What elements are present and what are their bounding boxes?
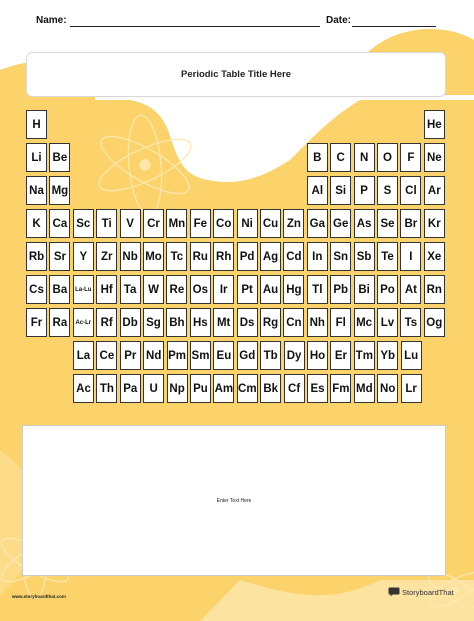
element-cell-in[interactable]: In — [307, 242, 328, 271]
element-cell-la-lu[interactable]: La-Lu — [73, 275, 94, 304]
element-cell-nb[interactable]: Nb — [120, 242, 141, 271]
element-cell-ac-lr[interactable]: Ac-Lr — [73, 308, 94, 337]
element-cell-h[interactable]: H — [26, 110, 47, 139]
element-cell-rf[interactable]: Rf — [96, 308, 117, 337]
element-cell-rn[interactable]: Rn — [424, 275, 445, 304]
element-cell-b[interactable]: B — [307, 143, 328, 172]
title-box[interactable]: Periodic Table Title Here — [26, 52, 446, 97]
element-cell-th[interactable]: Th — [96, 374, 117, 403]
element-cell-c[interactable]: C — [330, 143, 351, 172]
element-cell-co[interactable]: Co — [213, 209, 234, 238]
element-cell-te[interactable]: Te — [377, 242, 398, 271]
element-cell-pb[interactable]: Pb — [330, 275, 351, 304]
element-cell-ca[interactable]: Ca — [49, 209, 70, 238]
element-cell-fl[interactable]: Fl — [330, 308, 351, 337]
element-cell-ag[interactable]: Ag — [260, 242, 281, 271]
element-cell-ts[interactable]: Ts — [400, 308, 421, 337]
element-cell-fr[interactable]: Fr — [26, 308, 47, 337]
element-cell-y[interactable]: Y — [73, 242, 94, 271]
element-cell-md[interactable]: Md — [354, 374, 375, 403]
element-cell-la[interactable]: La — [73, 341, 94, 370]
element-cell-fm[interactable]: Fm — [330, 374, 351, 403]
element-cell-kr[interactable]: Kr — [424, 209, 445, 238]
element-cell-dy[interactable]: Dy — [284, 341, 305, 370]
element-cell-s[interactable]: S — [377, 176, 398, 205]
element-cell-cl[interactable]: Cl — [400, 176, 421, 205]
element-cell-bi[interactable]: Bi — [354, 275, 375, 304]
element-cell-ar[interactable]: Ar — [424, 176, 445, 205]
element-cell-sb[interactable]: Sb — [354, 242, 375, 271]
element-cell-sm[interactable]: Sm — [190, 341, 211, 370]
element-cell-pa[interactable]: Pa — [120, 374, 141, 403]
element-cell-pd[interactable]: Pd — [237, 242, 258, 271]
element-cell-ra[interactable]: Ra — [49, 308, 70, 337]
element-cell-mn[interactable]: Mn — [166, 209, 187, 238]
date-label: Date: — [326, 15, 352, 26]
element-cell-p[interactable]: P — [354, 176, 375, 205]
brand-name: StoryboardThat — [402, 587, 454, 597]
element-cell-hs[interactable]: Hs — [190, 308, 211, 337]
element-cell-am[interactable]: Am — [213, 374, 234, 403]
storyboard-icon — [388, 587, 400, 597]
element-cell-u[interactable]: U — [143, 374, 164, 403]
element-cell-hf[interactable]: Hf — [96, 275, 117, 304]
element-cell-tb[interactable]: Tb — [260, 341, 281, 370]
name-input-line[interactable] — [70, 26, 320, 27]
element-cell-ga[interactable]: Ga — [307, 209, 328, 238]
element-cell-rb[interactable]: Rb — [26, 242, 47, 271]
element-cell-ne[interactable]: Ne — [424, 143, 445, 172]
element-cell-og[interactable]: Og — [424, 308, 445, 337]
date-input-line[interactable] — [352, 26, 436, 27]
element-cell-ce[interactable]: Ce — [96, 341, 117, 370]
element-cell-fe[interactable]: Fe — [190, 209, 211, 238]
element-cell-br[interactable]: Br — [400, 209, 421, 238]
element-cell-se[interactable]: Se — [377, 209, 398, 238]
element-cell-np[interactable]: Np — [167, 374, 188, 403]
element-cell-hg[interactable]: Hg — [283, 275, 304, 304]
element-cell-v[interactable]: V — [120, 209, 141, 238]
element-cell-re[interactable]: Re — [166, 275, 187, 304]
element-cell-cu[interactable]: Cu — [260, 209, 281, 238]
element-cell-db[interactable]: Db — [120, 308, 141, 337]
text-box-placeholder: Enter Text Here — [216, 497, 252, 504]
element-cell-bk[interactable]: Bk — [260, 374, 281, 403]
element-cell-sr[interactable]: Sr — [49, 242, 70, 271]
element-cell-cr[interactable]: Cr — [143, 209, 164, 238]
element-cell-pt[interactable]: Pt — [237, 275, 258, 304]
element-cell-n[interactable]: N — [354, 143, 375, 172]
element-cell-ta[interactable]: Ta — [120, 275, 141, 304]
element-cell-na[interactable]: Na — [26, 176, 47, 205]
element-cell-ho[interactable]: Ho — [307, 341, 328, 370]
element-cell-as[interactable]: As — [354, 209, 375, 238]
element-cell-cn[interactable]: Cn — [283, 308, 304, 337]
element-cell-zn[interactable]: Zn — [283, 209, 304, 238]
element-cell-w[interactable]: W — [143, 275, 164, 304]
element-cell-be[interactable]: Be — [49, 143, 70, 172]
element-cell-si[interactable]: Si — [330, 176, 351, 205]
element-cell-rh[interactable]: Rh — [213, 242, 234, 271]
element-cell-o[interactable]: O — [377, 143, 398, 172]
name-label: Name: — [36, 15, 67, 26]
element-cell-lr[interactable]: Lr — [401, 374, 422, 403]
element-cell-ac[interactable]: Ac — [73, 374, 94, 403]
element-cell-mg[interactable]: Mg — [49, 176, 70, 205]
element-cell-gd[interactable]: Gd — [237, 341, 258, 370]
element-cell-cf[interactable]: Cf — [284, 374, 305, 403]
element-cell-mt[interactable]: Mt — [213, 308, 234, 337]
element-cell-es[interactable]: Es — [307, 374, 328, 403]
element-cell-ti[interactable]: Ti — [96, 209, 117, 238]
element-cell-er[interactable]: Er — [330, 341, 351, 370]
element-cell-pr[interactable]: Pr — [120, 341, 141, 370]
element-cell-cs[interactable]: Cs — [26, 275, 47, 304]
element-cell-nd[interactable]: Nd — [143, 341, 164, 370]
element-cell-bh[interactable]: Bh — [166, 308, 187, 337]
element-cell-cm[interactable]: Cm — [237, 374, 258, 403]
element-cell-tc[interactable]: Tc — [166, 242, 187, 271]
element-cell-lv[interactable]: Lv — [377, 308, 398, 337]
element-cell-at[interactable]: At — [400, 275, 421, 304]
element-cell-sn[interactable]: Sn — [330, 242, 351, 271]
element-cell-pu[interactable]: Pu — [190, 374, 211, 403]
element-cell-ir[interactable]: Ir — [213, 275, 234, 304]
website-url: www.storyboardthat.com — [12, 594, 66, 599]
element-cell-zr[interactable]: Zr — [96, 242, 117, 271]
element-cell-xe[interactable]: Xe — [424, 242, 445, 271]
element-cell-sg[interactable]: Sg — [143, 308, 164, 337]
element-cell-mc[interactable]: Mc — [354, 308, 375, 337]
element-cell-mo[interactable]: Mo — [143, 242, 164, 271]
element-cell-ds[interactable]: Ds — [237, 308, 258, 337]
element-cell-nh[interactable]: Nh — [307, 308, 328, 337]
element-cell-i[interactable]: I — [400, 242, 421, 271]
element-cell-po[interactable]: Po — [377, 275, 398, 304]
element-cell-li[interactable]: Li — [26, 143, 47, 172]
element-cell-tm[interactable]: Tm — [354, 341, 375, 370]
element-cell-tl[interactable]: Tl — [307, 275, 328, 304]
element-cell-ba[interactable]: Ba — [49, 275, 70, 304]
element-cell-f[interactable]: F — [400, 143, 421, 172]
element-cell-ru[interactable]: Ru — [190, 242, 211, 271]
element-cell-eu[interactable]: Eu — [213, 341, 234, 370]
element-cell-he[interactable]: He — [424, 110, 445, 139]
element-cell-au[interactable]: Au — [260, 275, 281, 304]
element-cell-os[interactable]: Os — [190, 275, 211, 304]
element-cell-pm[interactable]: Pm — [167, 341, 188, 370]
element-cell-ge[interactable]: Ge — [330, 209, 351, 238]
element-cell-yb[interactable]: Yb — [377, 341, 398, 370]
element-cell-lu[interactable]: Lu — [401, 341, 422, 370]
text-box[interactable] — [22, 425, 446, 576]
element-cell-ni[interactable]: Ni — [237, 209, 258, 238]
element-cell-rg[interactable]: Rg — [260, 308, 281, 337]
element-cell-k[interactable]: K — [26, 209, 47, 238]
storyboardthat-logo — [388, 587, 454, 597]
element-cell-no[interactable]: No — [377, 374, 398, 403]
element-cell-sc[interactable]: Sc — [73, 209, 94, 238]
element-cell-al[interactable]: Al — [307, 176, 328, 205]
element-cell-cd[interactable]: Cd — [283, 242, 304, 271]
